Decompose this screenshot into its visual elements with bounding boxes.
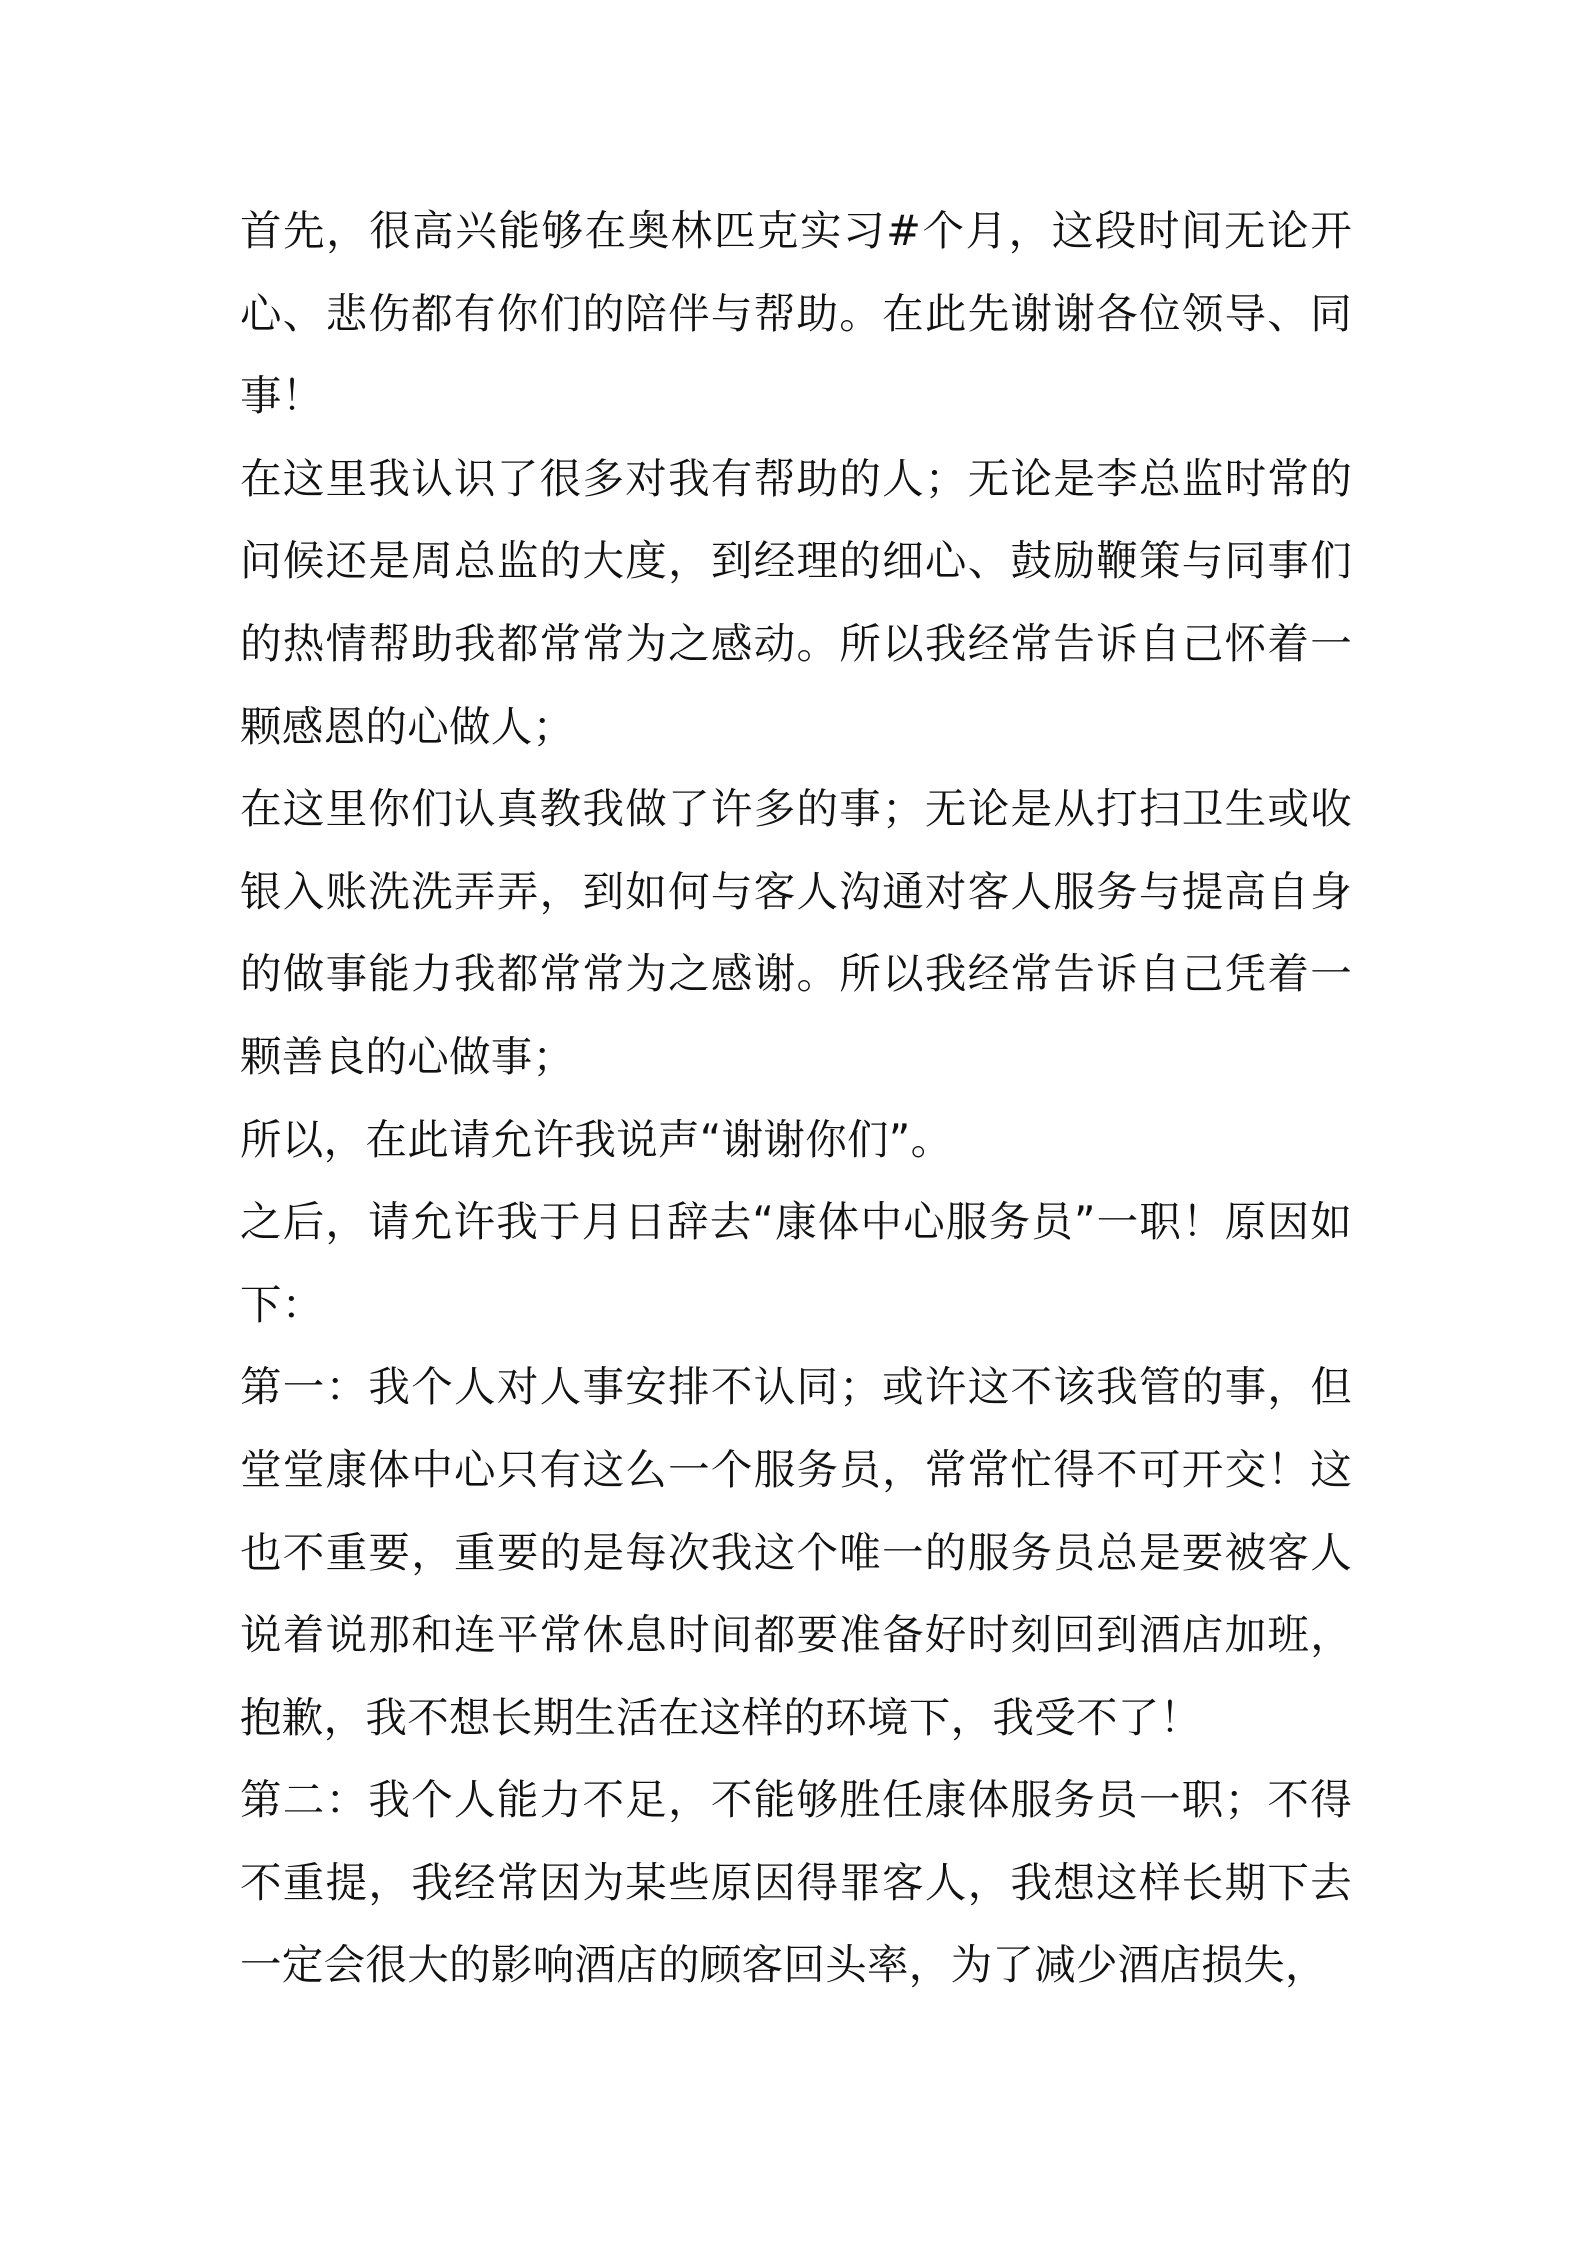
document-body: [240, 190, 1352, 2007]
paragraph-work: 在这里你们认真教我做了许多的事；无论是从打扫卫生或收银入账洗洗弄弄，到如何与客人沟通对客人服务与提高自身的做事能力我都常常为之感谢。所以我经常告诉自己凭着一颗善良的心做事；: [240, 784, 1352, 1081]
paragraph-reason-two: 第二：我个人能力不足，不能够胜任康体服务员一职；不得不重提，我经常因为某些原因得罪客人，我想这样长期下去一定会很大的影响酒店的顾客回头率，为了减少酒店损失，: [240, 1775, 1352, 1990]
paragraph-thanks: 所以，在此请允许我说声“谢谢你们”。: [240, 1114, 953, 1164]
paragraph-people: 在这里我认识了很多对我有帮助的人；无论是李总监时常的问候还是周总监的大度，到经理的细心、鼓励鞭策与同事们的热情帮助我都常常为之感动。所以我经常告诉自己怀着一颗感恩的心做人；: [240, 453, 1352, 751]
paragraph-resignation: 之后，请允许我于月日辞去“康体中心服务员”一职！原因如下：: [240, 1197, 1352, 1329]
paragraph-reason-one: 第一：我个人对人事安排不认同；或许这不该我管的事，但堂堂康体中心只有这么一个服务员，常常忙得不可开交！这也不重要，重要的是每次我这个唯一的服务员总是要被客人说着说那和连平常休息时间都要准备好时刻回到酒店加班，抱歉，我不想长期生活在这样的环境下，我受不了！: [240, 1362, 1352, 1742]
paragraph-greeting: 首先，很高兴能够在奥林匹克实习#个月，这段时间无论开心、悲伤都有你们的陪伴与帮助。在此先谢谢各位领导、同事！: [240, 206, 1352, 421]
